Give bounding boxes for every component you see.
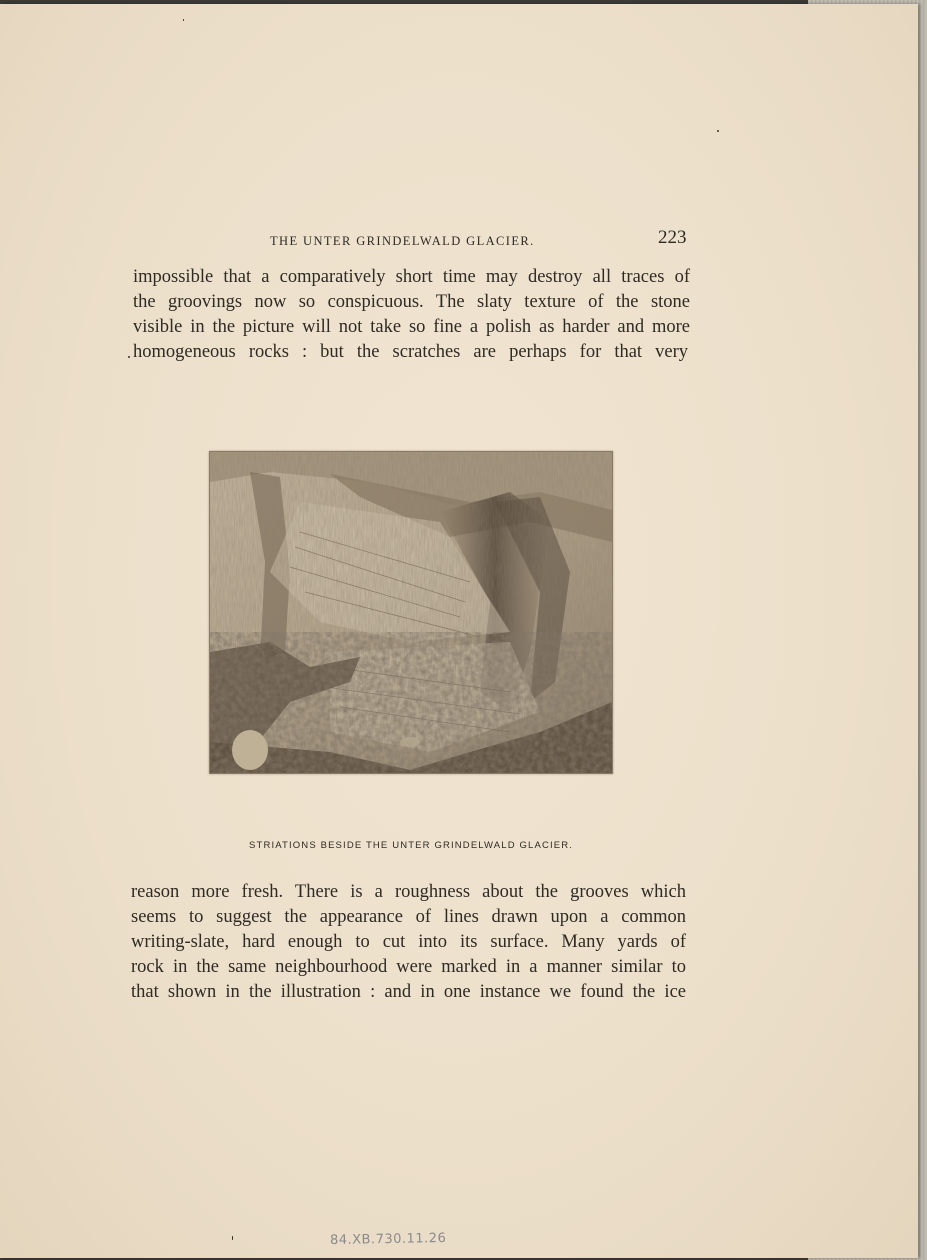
text-line: seems to suggest the appearance of lines drawn upon a common	[131, 907, 686, 927]
paper-speck	[183, 19, 184, 21]
rock-striations-photograph	[209, 451, 613, 774]
book-page	[0, 4, 918, 1258]
text-line: homogeneous rocks : but the scratches are perhaps for that very	[133, 342, 688, 362]
text-line: that shown in the illustration : and in one instance we found the ice	[131, 982, 686, 1002]
boulder	[232, 730, 268, 770]
paper-speck	[232, 1236, 233, 1240]
text-line: the groovings now so conspicuous. The slaty texture of the stone	[133, 292, 690, 312]
text-line: rock in the same neighbourhood were marked in a manner similar to	[131, 957, 686, 977]
text-line: reason more fresh. There is a roughness about the grooves which	[131, 882, 686, 902]
page-number: 223	[658, 227, 687, 248]
paper-speck	[128, 356, 130, 358]
running-head-title: THE UNTER GRINDELWALD GLACIER.	[270, 234, 535, 248]
boulder	[400, 737, 420, 747]
plate-caption: STRIATIONS BESIDE THE UNTER GRINDELWALD GLACIER.	[249, 840, 574, 851]
text-line: visible in the picture will not take so fine a polish as harder and more	[133, 317, 690, 337]
paper-speck	[717, 130, 719, 132]
text-line: impossible that a comparatively short time may destroy all traces of	[133, 267, 690, 287]
rubble-texture	[210, 632, 612, 773]
pencil-inventory-number: 84.XB.730.11.26	[329, 1230, 447, 1249]
text-line: writing-slate, hard enough to cut into its surface. Many yards of	[131, 932, 686, 952]
